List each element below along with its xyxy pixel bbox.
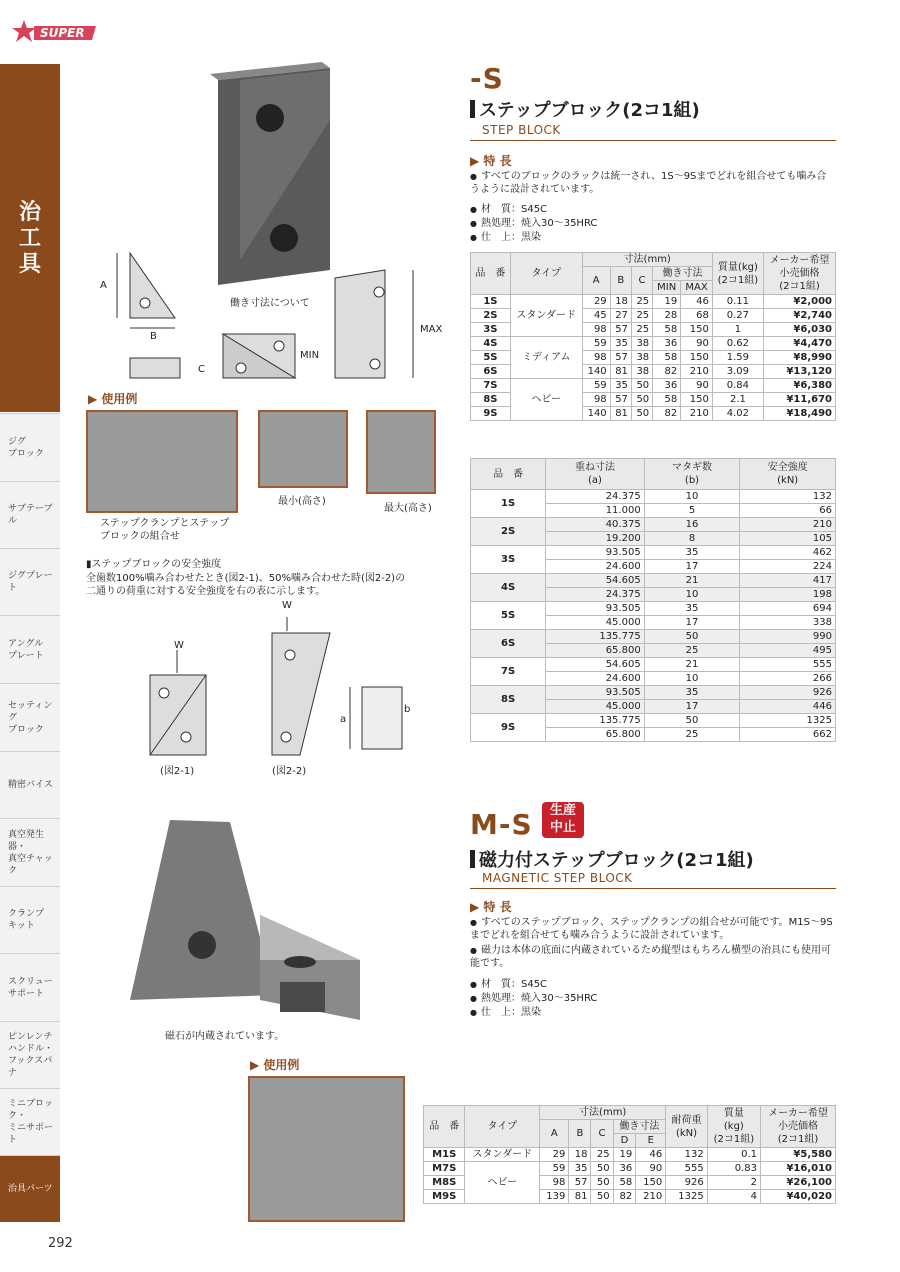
cell-value: 19.200 bbox=[546, 532, 644, 546]
cell-c: 25 bbox=[631, 309, 652, 323]
cell-min: 58 bbox=[653, 393, 681, 407]
usage-photo-magnetic bbox=[248, 1076, 405, 1222]
features-heading-2: ▶ 特 長 bbox=[470, 900, 512, 914]
table-row bbox=[424, 1162, 836, 1176]
cell-value: 10 bbox=[644, 588, 740, 602]
header-rule-2 bbox=[470, 888, 836, 889]
cell-min: 82 bbox=[653, 407, 681, 421]
th-dims: 寸法(mm) bbox=[582, 253, 712, 267]
cell-load: 132 bbox=[666, 1148, 707, 1162]
th2-teeth: マタギ数 (b) bbox=[644, 459, 740, 490]
th3-load: 耐荷重 (kN) bbox=[666, 1106, 707, 1148]
table-row bbox=[471, 518, 836, 532]
cell-load: 555 bbox=[666, 1162, 707, 1176]
cell-mass: 2 bbox=[707, 1176, 760, 1190]
cell-value: 93.505 bbox=[546, 546, 644, 560]
table-row bbox=[424, 1148, 836, 1162]
cell-value: 990 bbox=[740, 630, 836, 644]
cell-min: 36 bbox=[653, 379, 681, 393]
magnetic-spec-table bbox=[423, 1105, 836, 1204]
cell-b: 35 bbox=[610, 337, 631, 351]
cell-a: 139 bbox=[540, 1190, 569, 1204]
dim-label-min: MIN bbox=[300, 350, 320, 361]
cell-value: 66 bbox=[740, 504, 836, 518]
cell-part: 6S bbox=[471, 365, 511, 379]
cell-min: 58 bbox=[653, 323, 681, 337]
cell-part: 9S bbox=[471, 407, 511, 421]
cell-value: 105 bbox=[740, 532, 836, 546]
brand-name: SUPER bbox=[40, 26, 85, 40]
cell-value: 45.000 bbox=[546, 700, 644, 714]
cell-part: 2S bbox=[471, 309, 511, 323]
sidebar-main-label: 治 工 具 bbox=[18, 200, 41, 277]
sidebar-item[interactable]: サブテーブル bbox=[0, 481, 60, 548]
cell-value: 65.800 bbox=[546, 644, 644, 658]
table-row bbox=[471, 546, 836, 560]
spec-table bbox=[470, 252, 836, 421]
cell-a: 45 bbox=[582, 309, 610, 323]
cell-value: 35 bbox=[644, 686, 740, 700]
cell-price: ¥26,100 bbox=[761, 1176, 836, 1190]
cell-d: 36 bbox=[613, 1162, 636, 1176]
spec2-material: ● 材 質：S45C bbox=[470, 978, 547, 991]
safety-figures bbox=[140, 615, 430, 765]
cell-part: 8S bbox=[471, 393, 511, 407]
th2-strength: 安全強度 (kN) bbox=[740, 459, 836, 490]
dim-label-a: A bbox=[100, 280, 107, 291]
usage-caption-combination: ステップクランプとステップブロックの組合せ bbox=[100, 518, 230, 542]
cell-value: 462 bbox=[740, 546, 836, 560]
cell-value: 446 bbox=[740, 700, 836, 714]
product-code-2: M-S bbox=[470, 808, 533, 841]
cell-b: 35 bbox=[610, 379, 631, 393]
usage-heading: ▶ 使用例 bbox=[88, 392, 138, 406]
cell-value: 24.600 bbox=[546, 560, 644, 574]
sidebar-item[interactable]: 精密バイス bbox=[0, 751, 60, 818]
cell-value: 16 bbox=[644, 518, 740, 532]
sidebar-item[interactable]: ジグプレート bbox=[0, 548, 60, 615]
safety-text: 全歯数100%噛み合わせたとき(図2-1)、50%噛み合わせた時(図2-2)の二通りの荷重に対する安全強度を右の表に示します。 bbox=[86, 573, 406, 597]
table-row bbox=[471, 658, 836, 672]
cell-part: 5S bbox=[471, 351, 511, 365]
cell-min: 19 bbox=[653, 295, 681, 309]
cell-a: 59 bbox=[582, 379, 610, 393]
cell-mass: 4 bbox=[707, 1190, 760, 1204]
cell-value: 10 bbox=[644, 672, 740, 686]
cell-max: 68 bbox=[681, 309, 713, 323]
product-title-2 bbox=[470, 846, 754, 872]
sidebar-item[interactable]: セッティング ブロック bbox=[0, 683, 60, 751]
spec-finish: ● 仕 上：黒染 bbox=[470, 231, 541, 244]
cell-b: 57 bbox=[610, 351, 631, 365]
th2-part: 品 番 bbox=[471, 459, 546, 490]
th-a: A bbox=[582, 267, 610, 295]
cell-mass: 0.1 bbox=[707, 1148, 760, 1162]
th2-overlap: 重ね寸法 (a) bbox=[546, 459, 644, 490]
table-row bbox=[471, 574, 836, 588]
cell-value: 50 bbox=[644, 714, 740, 728]
cell-mass: 0.84 bbox=[712, 379, 763, 393]
badge-line-2: 中止 bbox=[549, 820, 576, 835]
product-subtitle: STEP BLOCK bbox=[482, 123, 561, 137]
cell-c: 25 bbox=[591, 1148, 613, 1162]
th3-type: タイプ bbox=[465, 1106, 540, 1148]
th-type: タイプ bbox=[510, 253, 582, 295]
cell-part: M7S bbox=[424, 1162, 465, 1176]
cell-price: ¥13,120 bbox=[764, 365, 836, 379]
cell-price: ¥4,470 bbox=[764, 337, 836, 351]
safety-table bbox=[470, 458, 836, 742]
cell-price: ¥40,020 bbox=[761, 1190, 836, 1204]
page-number: 292 bbox=[48, 1236, 73, 1251]
cell-part: M8S bbox=[424, 1176, 465, 1190]
cell-b: 57 bbox=[610, 323, 631, 337]
th3-a: A bbox=[540, 1120, 569, 1148]
cell-e: 150 bbox=[636, 1176, 666, 1190]
cell-b: 57 bbox=[610, 393, 631, 407]
cell-value: 5 bbox=[644, 504, 740, 518]
cell-value: 495 bbox=[740, 644, 836, 658]
cell-value: 8 bbox=[644, 532, 740, 546]
fig2-caption: (図2-2) bbox=[272, 766, 307, 777]
cell-mass: 0.62 bbox=[712, 337, 763, 351]
dim-label-c: C bbox=[198, 364, 205, 375]
cell-a: 29 bbox=[540, 1148, 569, 1162]
cell-part: 3S bbox=[471, 546, 546, 574]
fig1-w-label: W bbox=[174, 640, 184, 651]
feature-item-2a: ● すべてのステップブロック、ステップクランプの組合せが可能です。M1S～9Sまでどれを組合せても噛み合うように設計されています。 bbox=[470, 916, 836, 942]
cell-price: ¥8,990 bbox=[764, 351, 836, 365]
cell-value: 35 bbox=[644, 546, 740, 560]
cell-value: 926 bbox=[740, 686, 836, 700]
spec2-heat: ● 熱処理：焼入30～35HRC bbox=[470, 992, 597, 1005]
diagram-caption: 働き寸法について bbox=[230, 298, 310, 309]
cell-b: 81 bbox=[610, 407, 631, 421]
sidebar-item[interactable]: ミニブロック・ ミニサポート bbox=[0, 1088, 60, 1155]
sidebar-item[interactable]: アングル プレート bbox=[0, 615, 60, 683]
cell-price: ¥11,670 bbox=[764, 393, 836, 407]
cell-value: 210 bbox=[740, 518, 836, 532]
usage-heading-2: ▶ 使用例 bbox=[250, 1058, 300, 1072]
cell-type: ミディアム bbox=[510, 337, 582, 379]
th3-mass: 質量 (kg) (2コ1組) bbox=[707, 1106, 760, 1148]
usage-caption-min: 最小(高さ) bbox=[278, 496, 326, 507]
th3-price: メーカー希望 小売価格 (2コ1組) bbox=[761, 1106, 836, 1148]
th-max: MAX bbox=[681, 281, 713, 295]
dim-label-b: B bbox=[150, 331, 157, 342]
cell-part: 8S bbox=[471, 686, 546, 714]
th-part: 品 番 bbox=[471, 253, 511, 295]
cell-type: スタンダード bbox=[465, 1148, 540, 1162]
cell-c: 50 bbox=[591, 1176, 613, 1190]
cell-type: ヘビー bbox=[510, 379, 582, 421]
cell-c: 50 bbox=[631, 393, 652, 407]
usage-photo-min bbox=[258, 410, 348, 488]
cell-part: 6S bbox=[471, 630, 546, 658]
th3-b: B bbox=[569, 1120, 591, 1148]
cell-part: 5S bbox=[471, 602, 546, 630]
cell-part: 1S bbox=[471, 490, 546, 518]
usage-caption-max: 最大(高さ) bbox=[384, 503, 432, 514]
cell-value: 65.800 bbox=[546, 728, 644, 742]
cell-c: 50 bbox=[591, 1162, 613, 1176]
cell-value: 24.600 bbox=[546, 672, 644, 686]
cell-value: 93.505 bbox=[546, 602, 644, 616]
cell-d: 82 bbox=[613, 1190, 636, 1204]
cell-part: 3S bbox=[471, 323, 511, 337]
cell-a: 140 bbox=[582, 365, 610, 379]
product-title-text: ステップブロック(2コ1組) bbox=[479, 100, 700, 121]
cell-b: 18 bbox=[610, 295, 631, 309]
fig-b-label: b bbox=[404, 704, 411, 715]
cell-min: 82 bbox=[653, 365, 681, 379]
fig1-caption: (図2-1) bbox=[160, 766, 195, 777]
cell-a: 98 bbox=[540, 1176, 569, 1190]
cell-a: 29 bbox=[582, 295, 610, 309]
cell-price: ¥16,010 bbox=[761, 1162, 836, 1176]
cell-c: 38 bbox=[631, 365, 652, 379]
cell-b: 57 bbox=[569, 1176, 591, 1190]
sidebar-item[interactable]: クランプ キット bbox=[0, 886, 60, 953]
cell-value: 24.375 bbox=[546, 588, 644, 602]
cell-part: 7S bbox=[471, 379, 511, 393]
table-row bbox=[471, 602, 836, 616]
cell-price: ¥6,030 bbox=[764, 323, 836, 337]
cell-c: 50 bbox=[631, 379, 652, 393]
sidebar-item[interactable]: スクリュー サポート bbox=[0, 953, 60, 1021]
table-row bbox=[471, 379, 836, 393]
th-mass: 質量(kg) (2コ1組) bbox=[712, 253, 763, 295]
cell-max: 150 bbox=[681, 351, 713, 365]
cell-part: 1S bbox=[471, 295, 511, 309]
cell-type: ヘビー bbox=[465, 1162, 540, 1204]
cell-mass: 0.11 bbox=[712, 295, 763, 309]
cell-value: 135.775 bbox=[546, 630, 644, 644]
th-price: メーカー希望 小売価格 (2コ1組) bbox=[764, 253, 836, 295]
cell-min: 58 bbox=[653, 351, 681, 365]
table-row bbox=[471, 714, 836, 728]
cell-value: 266 bbox=[740, 672, 836, 686]
cell-value: 11.000 bbox=[546, 504, 644, 518]
cell-value: 54.605 bbox=[546, 574, 644, 588]
cell-max: 90 bbox=[681, 337, 713, 351]
usage-photo-combination bbox=[86, 410, 238, 513]
cell-e: 90 bbox=[636, 1162, 666, 1176]
cell-part: M1S bbox=[424, 1148, 465, 1162]
th3-d: D bbox=[613, 1134, 636, 1148]
cell-value: 224 bbox=[740, 560, 836, 574]
cell-value: 132 bbox=[740, 490, 836, 504]
fig2-w-label: W bbox=[282, 600, 292, 611]
cell-mass: 1 bbox=[712, 323, 763, 337]
working-dimension-diagram bbox=[95, 248, 443, 388]
brand-logo bbox=[10, 18, 100, 48]
product-title-2-text: 磁力付ステップブロック(2コ1組) bbox=[479, 850, 754, 871]
cell-value: 694 bbox=[740, 602, 836, 616]
cell-e: 210 bbox=[636, 1190, 666, 1204]
th-min: MIN bbox=[653, 281, 681, 295]
sidebar-item[interactable]: 真空発生器・ 真空チャック bbox=[0, 818, 60, 886]
header-rule bbox=[470, 140, 836, 141]
cell-a: 59 bbox=[540, 1162, 569, 1176]
cell-value: 17 bbox=[644, 560, 740, 574]
spec-material: ● 材 質：S45C bbox=[470, 203, 547, 216]
cell-value: 17 bbox=[644, 616, 740, 630]
spec-heat: ● 熱処理：焼入30～35HRC bbox=[470, 217, 597, 230]
cell-min: 28 bbox=[653, 309, 681, 323]
cell-price: ¥2,000 bbox=[764, 295, 836, 309]
cell-a: 140 bbox=[582, 407, 610, 421]
table-row bbox=[471, 337, 836, 351]
cell-value: 93.505 bbox=[546, 686, 644, 700]
cell-part: 9S bbox=[471, 714, 546, 742]
cell-a: 59 bbox=[582, 337, 610, 351]
cell-c: 50 bbox=[631, 407, 652, 421]
cell-value: 24.375 bbox=[546, 490, 644, 504]
cell-c: 38 bbox=[631, 337, 652, 351]
cell-b: 18 bbox=[569, 1148, 591, 1162]
cell-value: 40.375 bbox=[546, 518, 644, 532]
product-code: -S bbox=[470, 62, 504, 95]
cell-value: 10 bbox=[644, 490, 740, 504]
discontinued-badge bbox=[542, 802, 584, 838]
cell-value: 45.000 bbox=[546, 616, 644, 630]
cell-part: 7S bbox=[471, 658, 546, 686]
cell-b: 81 bbox=[569, 1190, 591, 1204]
cell-price: ¥18,490 bbox=[764, 407, 836, 421]
cell-a: 98 bbox=[582, 323, 610, 337]
cell-mass: 0.83 bbox=[707, 1162, 760, 1176]
product-title bbox=[470, 96, 700, 122]
cell-c: 25 bbox=[631, 295, 652, 309]
cell-max: 46 bbox=[681, 295, 713, 309]
cell-part: 4S bbox=[471, 574, 546, 602]
th3-part: 品 番 bbox=[424, 1106, 465, 1148]
cell-max: 150 bbox=[681, 323, 713, 337]
cell-c: 25 bbox=[631, 323, 652, 337]
cell-max: 210 bbox=[681, 407, 713, 421]
cell-max: 90 bbox=[681, 379, 713, 393]
safety-heading: ▮ステップブロックの安全強度 bbox=[86, 559, 222, 570]
feature-item-2b: ● 磁力は本体の底面に内蔵されているため縦型はもちろん横型の治具にも使用可能です。 bbox=[470, 944, 836, 970]
cell-d: 19 bbox=[613, 1148, 636, 1162]
cell-price: ¥2,740 bbox=[764, 309, 836, 323]
cell-load: 926 bbox=[666, 1176, 707, 1190]
cell-value: 54.605 bbox=[546, 658, 644, 672]
cell-mass: 2.1 bbox=[712, 393, 763, 407]
features-heading: ▶ 特 長 bbox=[470, 154, 512, 168]
th-b: B bbox=[610, 267, 631, 295]
cell-c: 50 bbox=[591, 1190, 613, 1204]
dim-label-max: MAX bbox=[420, 324, 443, 335]
cell-load: 1325 bbox=[666, 1190, 707, 1204]
table-row bbox=[471, 295, 836, 309]
cell-value: 25 bbox=[644, 728, 740, 742]
cell-b: 81 bbox=[610, 365, 631, 379]
cell-max: 210 bbox=[681, 365, 713, 379]
th-c: C bbox=[631, 267, 652, 295]
th3-dims: 寸法(mm) bbox=[540, 1106, 666, 1120]
cell-value: 21 bbox=[644, 658, 740, 672]
cell-value: 555 bbox=[740, 658, 836, 672]
feature-item: ● すべてのブロックのラックは統一され、1S～9Sまでどれを組合せても噛み合うように設計されています。 bbox=[470, 170, 836, 196]
cell-price: ¥6,380 bbox=[764, 379, 836, 393]
cell-value: 25 bbox=[644, 644, 740, 658]
table-row bbox=[471, 490, 836, 504]
magnet-caption: 磁石が内蔵されています。 bbox=[165, 1031, 285, 1042]
th-work: 働き寸法 bbox=[653, 267, 713, 281]
usage-photo-max bbox=[366, 410, 436, 494]
cell-value: 198 bbox=[740, 588, 836, 602]
magnetic-block-photo bbox=[120, 810, 380, 1040]
cell-price: ¥5,580 bbox=[761, 1148, 836, 1162]
cell-value: 1325 bbox=[740, 714, 836, 728]
table-row bbox=[471, 630, 836, 644]
table-row bbox=[471, 686, 836, 700]
cell-max: 150 bbox=[681, 393, 713, 407]
cell-mass: 0.27 bbox=[712, 309, 763, 323]
cell-c: 38 bbox=[631, 351, 652, 365]
cell-b: 27 bbox=[610, 309, 631, 323]
cell-mass: 1.59 bbox=[712, 351, 763, 365]
sidebar-item[interactable]: 治具パーツ bbox=[0, 1155, 60, 1222]
product-subtitle-2: MAGNETIC STEP BLOCK bbox=[482, 871, 633, 885]
cell-a: 98 bbox=[582, 351, 610, 365]
cell-part: 2S bbox=[471, 518, 546, 546]
cell-e: 46 bbox=[636, 1148, 666, 1162]
cell-b: 35 bbox=[569, 1162, 591, 1176]
spec2-finish: ● 仕 上：黒染 bbox=[470, 1006, 541, 1019]
th3-c: C bbox=[591, 1120, 613, 1148]
cell-part: 4S bbox=[471, 337, 511, 351]
cell-value: 338 bbox=[740, 616, 836, 630]
cell-value: 21 bbox=[644, 574, 740, 588]
cell-value: 662 bbox=[740, 728, 836, 742]
cell-value: 135.775 bbox=[546, 714, 644, 728]
sidebar-item[interactable]: ピンレンチ ハンドル・ フックスパナ bbox=[0, 1021, 60, 1088]
th3-work: 働き寸法 bbox=[613, 1120, 666, 1134]
cell-value: 417 bbox=[740, 574, 836, 588]
cell-value: 50 bbox=[644, 630, 740, 644]
cell-mass: 3.09 bbox=[712, 365, 763, 379]
cell-a: 98 bbox=[582, 393, 610, 407]
fig-a-label: a bbox=[340, 714, 347, 725]
cell-value: 35 bbox=[644, 602, 740, 616]
cell-type: スタンダード bbox=[510, 295, 582, 337]
cell-part: M9S bbox=[424, 1190, 465, 1204]
cell-value: 17 bbox=[644, 700, 740, 714]
safety-heading-text: ステップブロックの安全強度 bbox=[91, 559, 222, 570]
sidebar-item[interactable]: ジグ ブロック bbox=[0, 413, 60, 481]
cell-d: 58 bbox=[613, 1176, 636, 1190]
cell-min: 36 bbox=[653, 337, 681, 351]
badge-line-1: 生産 bbox=[549, 803, 576, 818]
th3-e: E bbox=[636, 1134, 666, 1148]
cell-mass: 4.02 bbox=[712, 407, 763, 421]
